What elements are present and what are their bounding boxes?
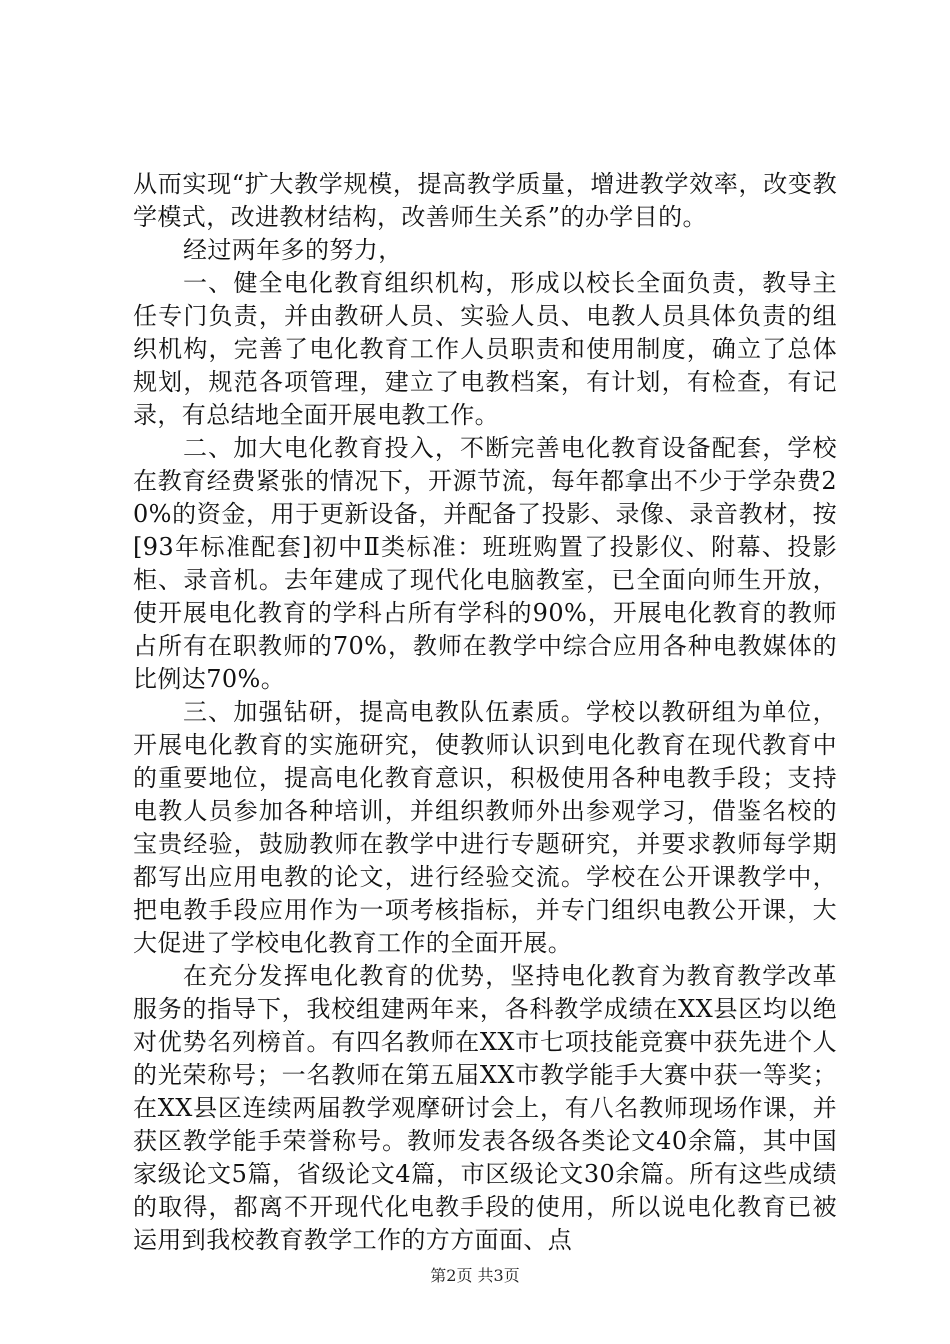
paragraph-intro-continuation: 从而实现“扩大教学规模，提高教学质量，增进教学效率，改变教学模式，改进教材结构，改善师生关系”的办学目的。: [133, 170, 837, 231]
paragraph-investment: 二、加大电化教育投入，不断完善电化教育设备配套，学校在教育经费紧张的情况下，开源节流，每年都拿出不少于学杂费20%的资金，用于更新设备，并配备了投影、录像、录音教材，按[93年标准配套]初中Ⅱ类标准：班班购置了投影仪、附幕、投影柜、录音机。去年建成了现代化电脑教室，已全面向师生开放，使开展电化教育的学科占所有学科的90%，开展电化教育的教师占所有在职教师的70%，教师在教学中综合应用各种电教媒体的比例达70%。: [133, 434, 837, 693]
paragraph-training: 三、加强钻研，提高电教队伍素质。学校以教研组为单位，开展电化教育的实施研究，使教师认识到电化教育在现代教育中的重要地位，提高电化教育意识，积极使用各种电教手段；支持电教人员参加各种培训，并组织教师外出参观学习，借鉴名校的宝贵经验，鼓励教师在教学中进行专题研究，并要求教师每学期都写出应用电教的论文，进行经验交流。学校在公开课教学中，把电教手段应用作为一项考核指标，并专门组织电教公开课，大大促进了学校电化教育工作的全面开展。: [133, 698, 837, 957]
paragraph-achievements: 在充分发挥电化教育的优势，坚持电化教育为教育教学改革服务的指导下，我校组建两年来，各科教学成绩在XX县区均以绝对优势名列榜首。有四名教师在XX市七项技能竞赛中获先进个人的光荣称号；一名教师在第五届XX市教学能手大赛中获一等奖；在XX县区连续两届教学观摩研讨会上，有八名教师现场作课，并获区教学能手荣誉称号。教师发表各级各类论文40余篇，其中国家级论文5篇，省级论文4篇，市区级论文30余篇。所有这些成绩的取得，都离不开现代化电教手段的使用，所以说电化教育已被运用到我校教育教学工作的方方面面、点: [133, 962, 837, 1254]
paragraph-organization: 一、健全电化教育组织机构，形成以校长全面负责，教导主任专门负责，并由教研人员、实验人员、电教人员具体负责的组织机构，完善了电化教育工作人员职责和使用制度，确立了总体规划，规范各项管理，建立了电教档案，有计划，有检查，有记录，有总结地全面开展电教工作。: [133, 269, 837, 429]
document-body: [133, 168, 837, 1257]
page-number: 第2页 共3页: [430, 1266, 520, 1285]
paragraph-effort: 经过两年多的努力，: [183, 236, 403, 264]
page-footer: [0, 1266, 950, 1286]
